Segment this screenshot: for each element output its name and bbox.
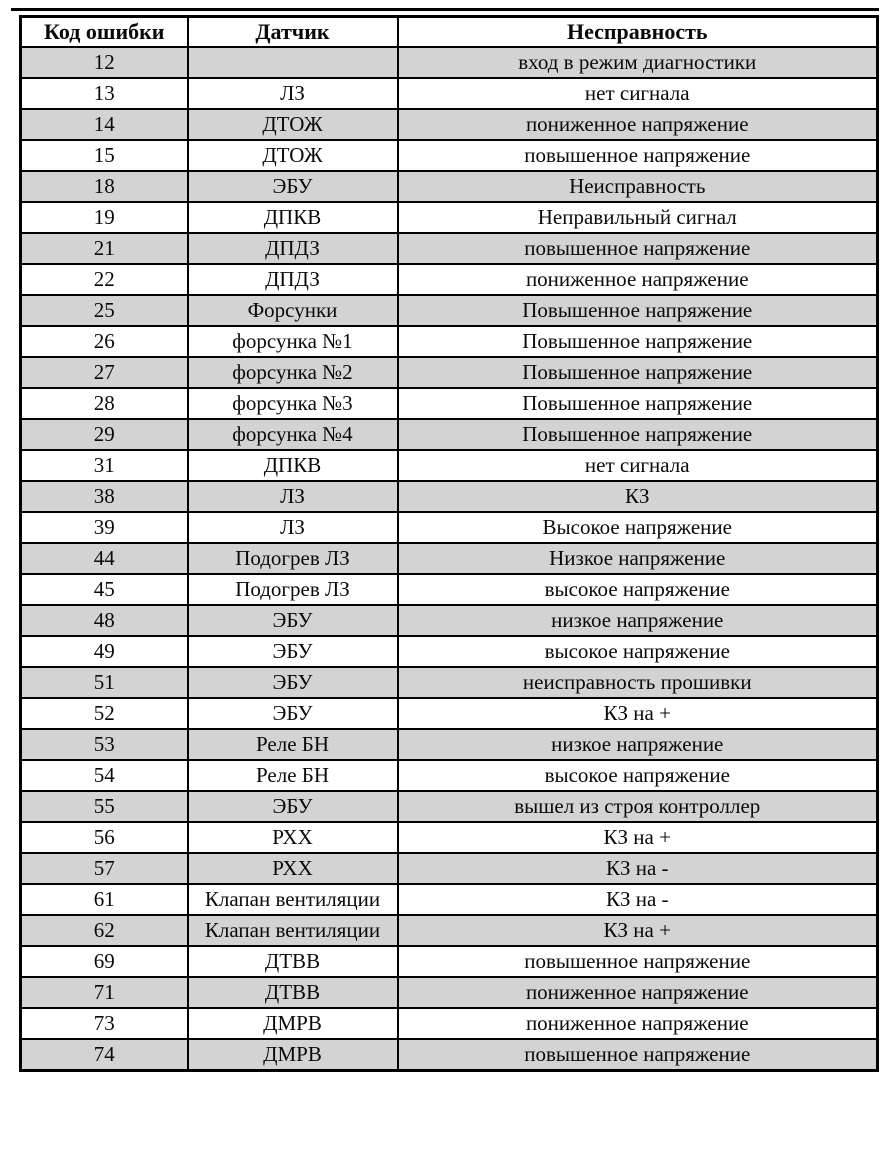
table-row: [21, 605, 878, 636]
cell-sensor: ДПДЗ: [188, 233, 398, 264]
cell-fault: пониженное напряжение: [398, 109, 878, 140]
table-row: [21, 915, 878, 946]
cell-sensor: форсунка №2: [188, 357, 398, 388]
table-row: [21, 760, 878, 791]
cell-fault: Повышенное напряжение: [398, 295, 878, 326]
cell-fault: Неисправность: [398, 171, 878, 202]
column-header-error-code: Код ошибки: [21, 17, 188, 48]
cell-error-code: 45: [21, 574, 188, 605]
cell-fault: Повышенное напряжение: [398, 326, 878, 357]
cell-fault: вышел из строя контроллер: [398, 791, 878, 822]
cell-sensor: ДТВВ: [188, 946, 398, 977]
cell-fault: КЗ: [398, 481, 878, 512]
cell-error-code: 15: [21, 140, 188, 171]
cell-fault: повышенное напряжение: [398, 946, 878, 977]
cell-error-code: 54: [21, 760, 188, 791]
table-row: [21, 357, 878, 388]
table-row: [21, 264, 878, 295]
cell-fault: КЗ на +: [398, 698, 878, 729]
cell-fault: Повышенное напряжение: [398, 388, 878, 419]
cell-error-code: 62: [21, 915, 188, 946]
cell-error-code: 21: [21, 233, 188, 264]
cell-sensor: ДМРВ: [188, 1039, 398, 1071]
cell-sensor: РХХ: [188, 853, 398, 884]
table-row: [21, 729, 878, 760]
column-header-fault: Несправность: [398, 17, 878, 48]
cell-fault: КЗ на -: [398, 884, 878, 915]
table-row: [21, 109, 878, 140]
table-row: [21, 884, 878, 915]
cell-error-code: 25: [21, 295, 188, 326]
cell-sensor: Реле БН: [188, 729, 398, 760]
table-header-row: [21, 17, 878, 48]
cell-fault: повышенное напряжение: [398, 233, 878, 264]
cell-error-code: 61: [21, 884, 188, 915]
table-row: [21, 698, 878, 729]
table-row: [21, 481, 878, 512]
cell-sensor: ДТОЖ: [188, 140, 398, 171]
cell-sensor: ЛЗ: [188, 512, 398, 543]
cell-sensor: ДПКВ: [188, 202, 398, 233]
table-row: [21, 822, 878, 853]
table-row: [21, 47, 878, 78]
cell-fault: пониженное напряжение: [398, 977, 878, 1008]
table-body: [21, 47, 878, 1071]
cell-fault: Неправильный сигнал: [398, 202, 878, 233]
cell-error-code: 73: [21, 1008, 188, 1039]
table-row: [21, 667, 878, 698]
cell-error-code: 14: [21, 109, 188, 140]
cell-sensor: ЭБУ: [188, 791, 398, 822]
cell-error-code: 69: [21, 946, 188, 977]
table-row: [21, 233, 878, 264]
cell-sensor: форсунка №1: [188, 326, 398, 357]
cell-sensor: [188, 47, 398, 78]
cell-error-code: 44: [21, 543, 188, 574]
cell-error-code: 49: [21, 636, 188, 667]
cell-fault: повышенное напряжение: [398, 140, 878, 171]
table-row: [21, 946, 878, 977]
cell-error-code: 22: [21, 264, 188, 295]
table-row: [21, 171, 878, 202]
cell-sensor: ДТВВ: [188, 977, 398, 1008]
cell-sensor: форсунка №4: [188, 419, 398, 450]
table-row: [21, 326, 878, 357]
table-row: [21, 1039, 878, 1071]
cell-fault: КЗ на +: [398, 915, 878, 946]
cell-sensor: ДМРВ: [188, 1008, 398, 1039]
cell-fault: КЗ на -: [398, 853, 878, 884]
table-row: [21, 853, 878, 884]
cell-fault: пониженное напряжение: [398, 1008, 878, 1039]
column-header-sensor: Датчик: [188, 17, 398, 48]
cell-sensor: Клапан вентиляции: [188, 884, 398, 915]
cell-fault: пониженное напряжение: [398, 264, 878, 295]
error-code-table: [19, 15, 879, 1072]
cell-error-code: 38: [21, 481, 188, 512]
cell-sensor: ДПКВ: [188, 450, 398, 481]
cell-error-code: 13: [21, 78, 188, 109]
cell-fault: нет сигнала: [398, 450, 878, 481]
cell-error-code: 48: [21, 605, 188, 636]
cell-error-code: 51: [21, 667, 188, 698]
table-row: [21, 791, 878, 822]
cell-fault: высокое напряжение: [398, 760, 878, 791]
cell-fault: Повышенное напряжение: [398, 419, 878, 450]
cell-error-code: 19: [21, 202, 188, 233]
table-row: [21, 636, 878, 667]
cell-sensor: Подогрев ЛЗ: [188, 574, 398, 605]
cell-fault: Высокое напряжение: [398, 512, 878, 543]
cell-error-code: 28: [21, 388, 188, 419]
cell-sensor: ЭБУ: [188, 698, 398, 729]
cell-error-code: 52: [21, 698, 188, 729]
cell-sensor: Клапан вентиляции: [188, 915, 398, 946]
table-row: [21, 295, 878, 326]
cell-fault: высокое напряжение: [398, 636, 878, 667]
cell-error-code: 18: [21, 171, 188, 202]
table-row: [21, 450, 878, 481]
cell-error-code: 56: [21, 822, 188, 853]
cell-fault: высокое напряжение: [398, 574, 878, 605]
cell-sensor: ЛЗ: [188, 481, 398, 512]
cell-fault: повышенное напряжение: [398, 1039, 878, 1071]
cell-sensor: форсунка №3: [188, 388, 398, 419]
table-row: [21, 202, 878, 233]
cell-fault: неисправность прошивки: [398, 667, 878, 698]
cell-error-code: 31: [21, 450, 188, 481]
cell-error-code: 57: [21, 853, 188, 884]
cell-sensor: Форсунки: [188, 295, 398, 326]
cell-sensor: Подогрев ЛЗ: [188, 543, 398, 574]
cell-sensor: ЛЗ: [188, 78, 398, 109]
cell-sensor: ЭБУ: [188, 636, 398, 667]
cell-error-code: 55: [21, 791, 188, 822]
cell-sensor: ЭБУ: [188, 171, 398, 202]
table-row: [21, 543, 878, 574]
table-row: [21, 574, 878, 605]
cell-error-code: 12: [21, 47, 188, 78]
cell-error-code: 29: [21, 419, 188, 450]
cell-error-code: 27: [21, 357, 188, 388]
cell-sensor: ДПДЗ: [188, 264, 398, 295]
cell-sensor: Реле БН: [188, 760, 398, 791]
cell-sensor: ДТОЖ: [188, 109, 398, 140]
cell-fault: Низкое напряжение: [398, 543, 878, 574]
table-row: [21, 419, 878, 450]
cell-error-code: 39: [21, 512, 188, 543]
cell-sensor: РХХ: [188, 822, 398, 853]
cell-error-code: 74: [21, 1039, 188, 1071]
table-row: [21, 388, 878, 419]
cell-error-code: 53: [21, 729, 188, 760]
cell-sensor: ЭБУ: [188, 605, 398, 636]
table-row: [21, 977, 878, 1008]
table-row: [21, 78, 878, 109]
cell-fault: вход в режим диагностики: [398, 47, 878, 78]
cell-error-code: 26: [21, 326, 188, 357]
cell-sensor: ЭБУ: [188, 667, 398, 698]
cell-error-code: 71: [21, 977, 188, 1008]
cell-fault: нет сигнала: [398, 78, 878, 109]
top-horizontal-rule: [11, 8, 879, 11]
table-row: [21, 512, 878, 543]
cell-fault: КЗ на +: [398, 822, 878, 853]
cell-fault: низкое напряжение: [398, 605, 878, 636]
cell-fault: низкое напряжение: [398, 729, 878, 760]
cell-fault: Повышенное напряжение: [398, 357, 878, 388]
table-row: [21, 1008, 878, 1039]
table-row: [21, 140, 878, 171]
